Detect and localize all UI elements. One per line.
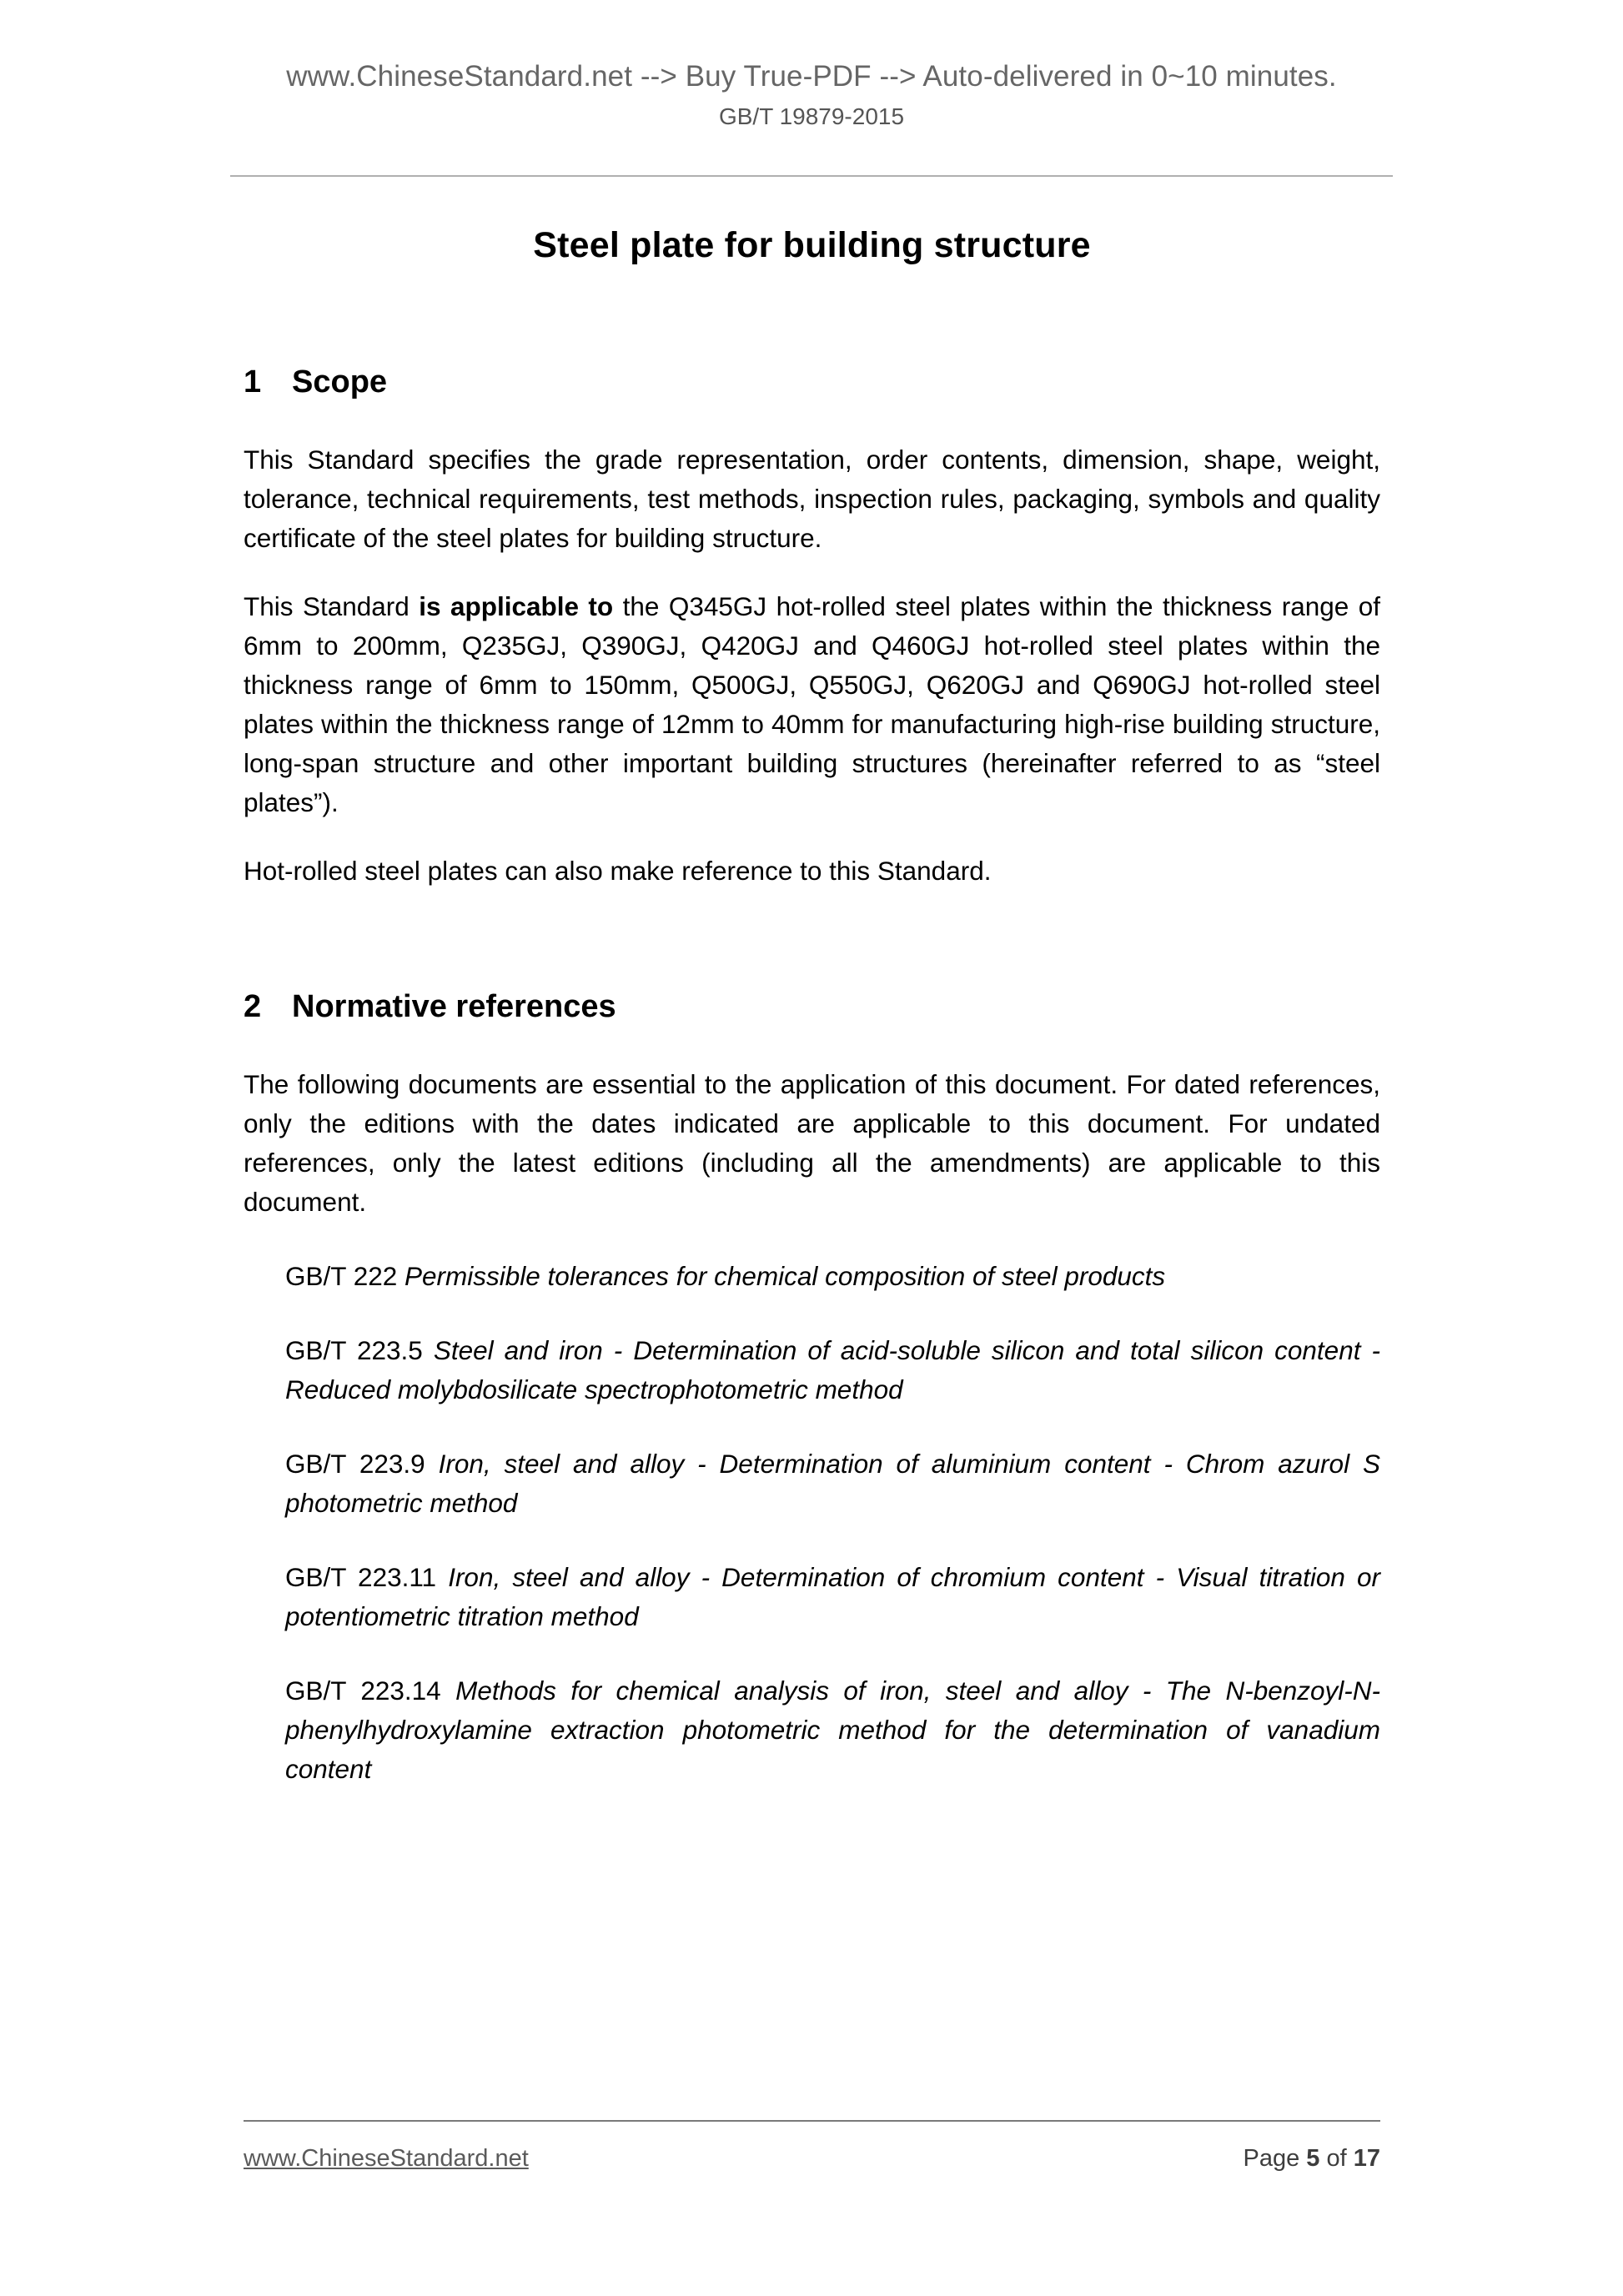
page-number-indicator <box>1243 2145 1380 2173</box>
reference-code: GB/T 223.14 <box>285 1676 456 1706</box>
page-label-prefix: Page <box>1243 2145 1307 2172</box>
scope-para2-prefix: This Standard <box>244 591 420 621</box>
normative-references-intro: The following documents are essential to the application of this document. For dated references, only the editions with the dates indicated are applicable to this document. For undated references, only the latest editions (including all the amendments) are applicable to this document. <box>244 1069 1380 1217</box>
page-label-middle: of <box>1319 2145 1354 2172</box>
reference-item <box>285 1558 1380 1636</box>
reference-title: Methods for chemical analysis of iron, steel and alloy - The N-benzoyl-N-phenylhydroxylamine extraction photometric method for the determination of vanadium content <box>285 1676 1380 1784</box>
footer-divider <box>244 2120 1380 2122</box>
scope-para2-suffix: the Q345GJ hot-rolled steel plates within the thickness range of 6mm to 200mm, Q235GJ, Q390GJ, Q420GJ and Q460GJ hot-rolled steel plates within the thickness range of 6mm to 150mm, Q500GJ, Q550GJ, Q620GJ and Q690GJ hot-rolled steel plates within the thickness range of 12mm to 40mm for manufacturing high-rise building structure, long-span structure and other important building structures (hereinafter referred to as “steel plates”). <box>244 591 1381 817</box>
header-divider <box>230 175 1393 177</box>
section-heading-scope <box>244 364 1380 400</box>
reference-item <box>285 1671 1380 1789</box>
scope-paragraph-3: Hot-rolled steel plates can also make reference to this Standard. <box>244 856 992 886</box>
reference-item <box>285 1331 1380 1409</box>
reference-code: GB/T 222 <box>285 1261 404 1291</box>
header-promo-text: www.ChineseStandard.net --> Buy True-PDF --> Auto-delivered in 0~10 minutes. <box>286 60 1337 93</box>
reference-item <box>285 1257 1380 1296</box>
reference-item <box>285 1444 1380 1523</box>
page-total-number: 17 <box>1353 2145 1380 2172</box>
scope-paragraph-1: This Standard specifies the grade representation, order contents, dimension, shape, weight, tolerance, technical requirements, test methods, inspection rules, packaging, symbols and quality certificate of the steel plates for building structure. <box>244 445 1380 553</box>
reference-code: GB/T 223.9 <box>285 1449 439 1479</box>
reference-code: GB/T 223.11 <box>285 1562 449 1592</box>
page-footer <box>244 2145 1380 2173</box>
document-content <box>244 219 1380 1789</box>
reference-title: Permissible tolerances for chemical composition of steel products <box>404 1261 1166 1291</box>
section-number-normative-references: 2 <box>244 989 262 1024</box>
scope-para2-emphasis: is applicable to <box>419 591 614 621</box>
footer-site-link[interactable]: www.ChineseStandard.net <box>244 2145 529 2172</box>
section-title-normative-references: Normative references <box>292 989 616 1024</box>
section-number-scope: 1 <box>244 364 262 399</box>
reference-title: Iron, steel and alloy - Determination of chromium content - Visual titration or potentiometric titration method <box>285 1562 1380 1631</box>
reference-title: Steel and iron - Determination of acid-soluble silicon and total silicon content - Reduced molybdosilicate spectrophotometric method <box>285 1335 1380 1404</box>
reference-code: GB/T 223.5 <box>285 1335 434 1365</box>
page-title: Steel plate for building structure <box>533 225 1091 265</box>
page-header <box>230 60 1393 130</box>
section-heading-normative-references <box>244 989 1380 1025</box>
scope-paragraph-2 <box>244 587 1380 822</box>
page-current-number: 5 <box>1306 2145 1320 2172</box>
section-title-scope: Scope <box>292 364 388 399</box>
reference-title: Iron, steel and alloy - Determination of aluminium content - Chrom azurol S photometric method <box>285 1449 1380 1518</box>
header-standard-code: GB/T 19879-2015 <box>718 103 905 129</box>
